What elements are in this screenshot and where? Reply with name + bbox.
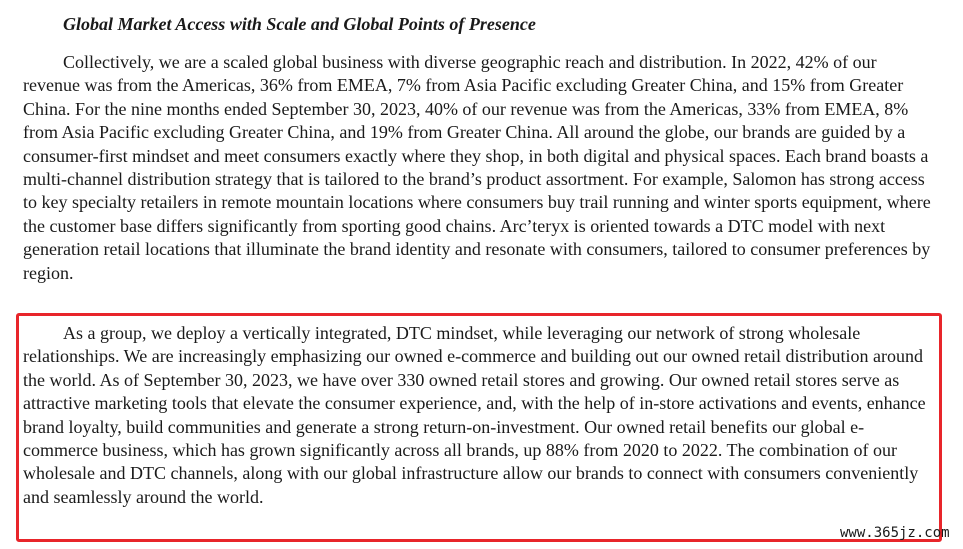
- watermark: www.365jz.com: [840, 525, 950, 541]
- paragraph-dtc-strategy: As a group, we deploy a vertically integrated, DTC mindset, while leveraging our network of strong wholesale relationships. We are increasingly emphasizing our owned e-commerce and building out our owned retail distribution around the world. As of September 30, 2023, we have over 330 owned retail stores and growing. Our owned retail stores serve as attractive marketing tools that elevate the consumer experience, and, with the help of in-store activations and events, enhance brand loyalty, build communities and generate a strong return-on-investment. Our owned retail benefits our global e-commerce business, which has grown significantly across all brands, up 88% from 2020 to 2022. The combination of our wholesale and DTC channels, along with our global infrastructure allow our brands to connect with consumers conveniently and seamlessly around the world.: [23, 323, 926, 507]
- paragraph-revenue-distribution: Collectively, we are a scaled global business with diverse geographic reach and distribution. In 2022, 42% of our revenue was from the Americas, 36% from EMEA, 7% from Asia Pacific excluding Greater China, and 15% from Greater China. For the nine months ended September 30, 2023, 40% of our revenue was from the Americas, 33% from EMEA, 8% from Asia Pacific excluding Greater China, and 19% from Greater China. All around the globe, our brands are guided by a consumer-first mindset and meet consumers exactly where they shop, in both digital and physical spaces. Each brand boasts a multi-channel distribution strategy that is tailored to the brand’s product assortment. For example, Salomon has strong access to key specialty retailers in remote mountain locations where consumers buy trail running and winter sports equipment, where the customer base differs significantly from sporting good chains. Arc’teryx is oriented towards a DTC model with next generation retail locations that illuminate the brand identity and resonate with consumers, tailored to consumer preferences by region.: [23, 52, 931, 283]
- section-heading: Global Market Access with Scale and Global Points of Presence: [63, 14, 536, 34]
